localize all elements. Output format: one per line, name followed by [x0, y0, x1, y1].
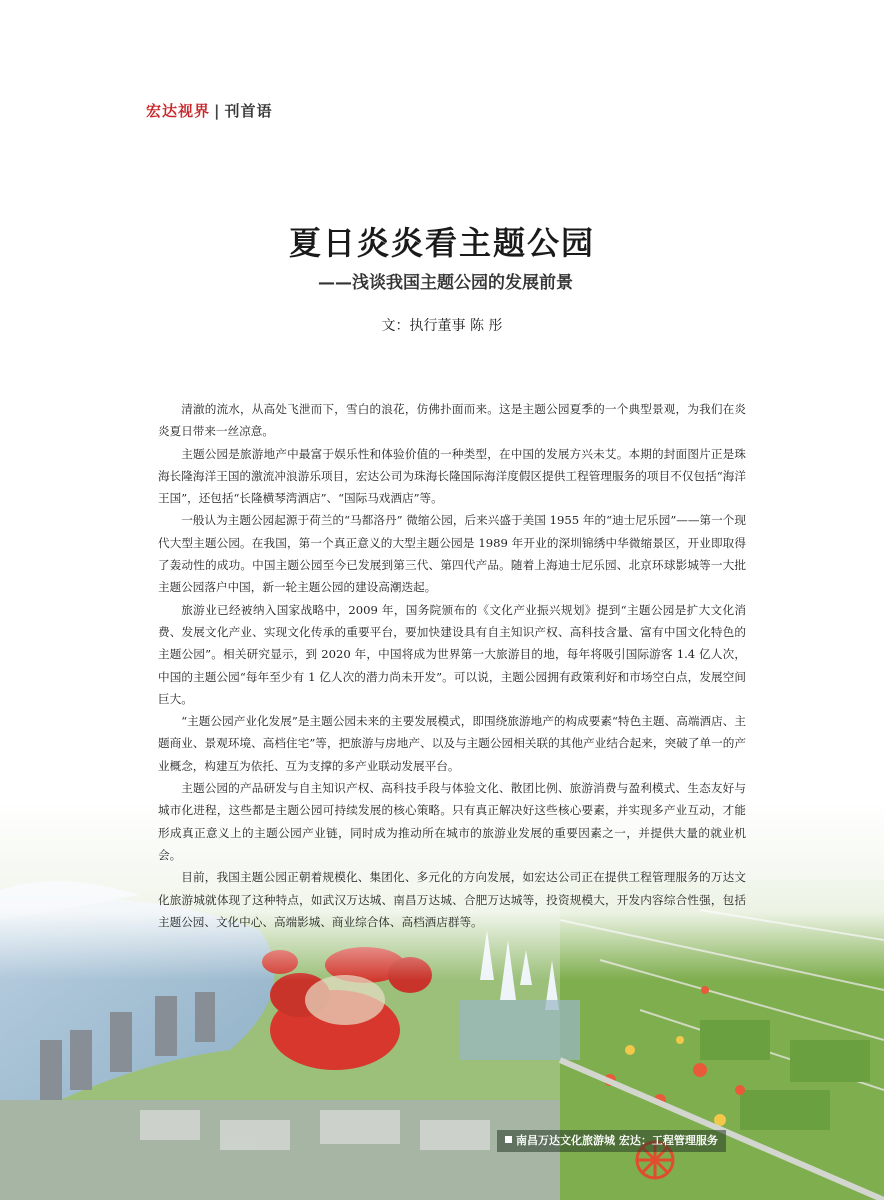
article-body	[158, 398, 746, 933]
caption-bullet-icon	[505, 1136, 512, 1143]
paragraph: 主题公园是旅游地产中最富于娱乐性和体验价值的一种类型，在中国的发展方兴未艾。本期的封面图片正是珠海长隆海洋王国的激流冲浪游乐项目，宏达公司为珠海长隆国际海洋度假区提供工程管理服务的项目不仅包括“海洋王国”，还包括“长隆横琴湾酒店”、“国际马戏酒店”等。	[158, 446, 746, 506]
paragraph: 目前，我国主题公园正朝着规模化、集团化、多元化的方向发展，如宏达公司正在提供工程管理服务的万达文化旅游城就体现了这种特点，如武汉万达城、南昌万达城、合肥万达城等，投资规模大，开发内容综合性强，包括主题公园、文化中心、高端影城、商业综合体、高档酒店群等。	[158, 870, 746, 929]
paragraph: 清澈的流水，从高处飞泄而下，雪白的浪花，仿佛扑面而来。这是主题公园夏季的一个典型景观，为我们在炎炎夏日带来一丝凉意。	[158, 402, 746, 439]
header-separator: |	[214, 102, 221, 120]
paragraph: 一般认为主题公园起源于荷兰的“马都洛丹” 微缩公园，后来兴盛于美国 1955 年的“迪士尼乐园”——第一个现代大型主题公园。在我国，第一个真正意义的大型主题公园是 1989 年开业的深圳锦绣中华微缩景区，开业即取得了轰动性的成功。中国主题公园至今已发展到第三代、第四代产品。随着上海迪士尼乐园、北京环球影城等一大批主题公园落户中国，新一轮主题公园的建设高潮迭起。	[158, 513, 746, 595]
paragraph: 主题公园的产品研发与自主知识产权、高科技手段与体验文化、散团比例、旅游消费与盈利模式、生态友好与城市化进程，这些都是主题公园可持续发展的核心策略。只有真正解决好这些核心要素，并实现多产业互动，才能形成真正意义上的主题公园产业链，同时成为推动所在城市的旅游业发展的重要因素之一，并提供大量的就业机会。	[158, 781, 746, 862]
article-byline: 文：执行董事 陈 彤	[381, 318, 503, 334]
article-title: 夏日炎炎看主题公园	[288, 224, 595, 262]
paragraph: “主题公园产业化发展”是主题公园未来的主要发展模式，即围绕旅游地产的构成要素“特色主题、高端酒店、主题商业、景观环境、高档住宅”等，把旅游与房地产、以及与主题公园相关联的其他产业结合起来，突破了单一的产业概念，构建互为依托、互为支撑的多产业联动发展平台。	[158, 714, 746, 773]
magazine-brand: 宏达视界	[146, 102, 211, 120]
article-subtitle: ——浅谈我国主题公园的发展前景	[318, 273, 573, 293]
magazine-header	[146, 100, 273, 121]
paragraph: 旅游业已经被纳入国家战略中，2009 年，国务院颁布的《文化产业振兴规划》提到“主题公园是扩大文化消费、发展文化产业、实现文化传承的重要平台，要加快建设具有自主知识产权、高科技含量、富有中国文化特色的主题公园”。相关研究显示，到 2020 年，中国将成为世界第一大旅游目的地，每年将吸引国际游客 1.4 亿人次，中国的主题公园“每年至少有 1 亿人次的潜力尚未开发”。可以说，主题公园拥有政策利好和市场空白点，发展空间巨大。	[158, 602, 746, 706]
image-caption	[497, 1130, 726, 1152]
image-caption-text: 南昌万达文化旅游城 宏达：工程管理服务	[516, 1134, 718, 1147]
section-label: 刊首语	[224, 102, 273, 120]
